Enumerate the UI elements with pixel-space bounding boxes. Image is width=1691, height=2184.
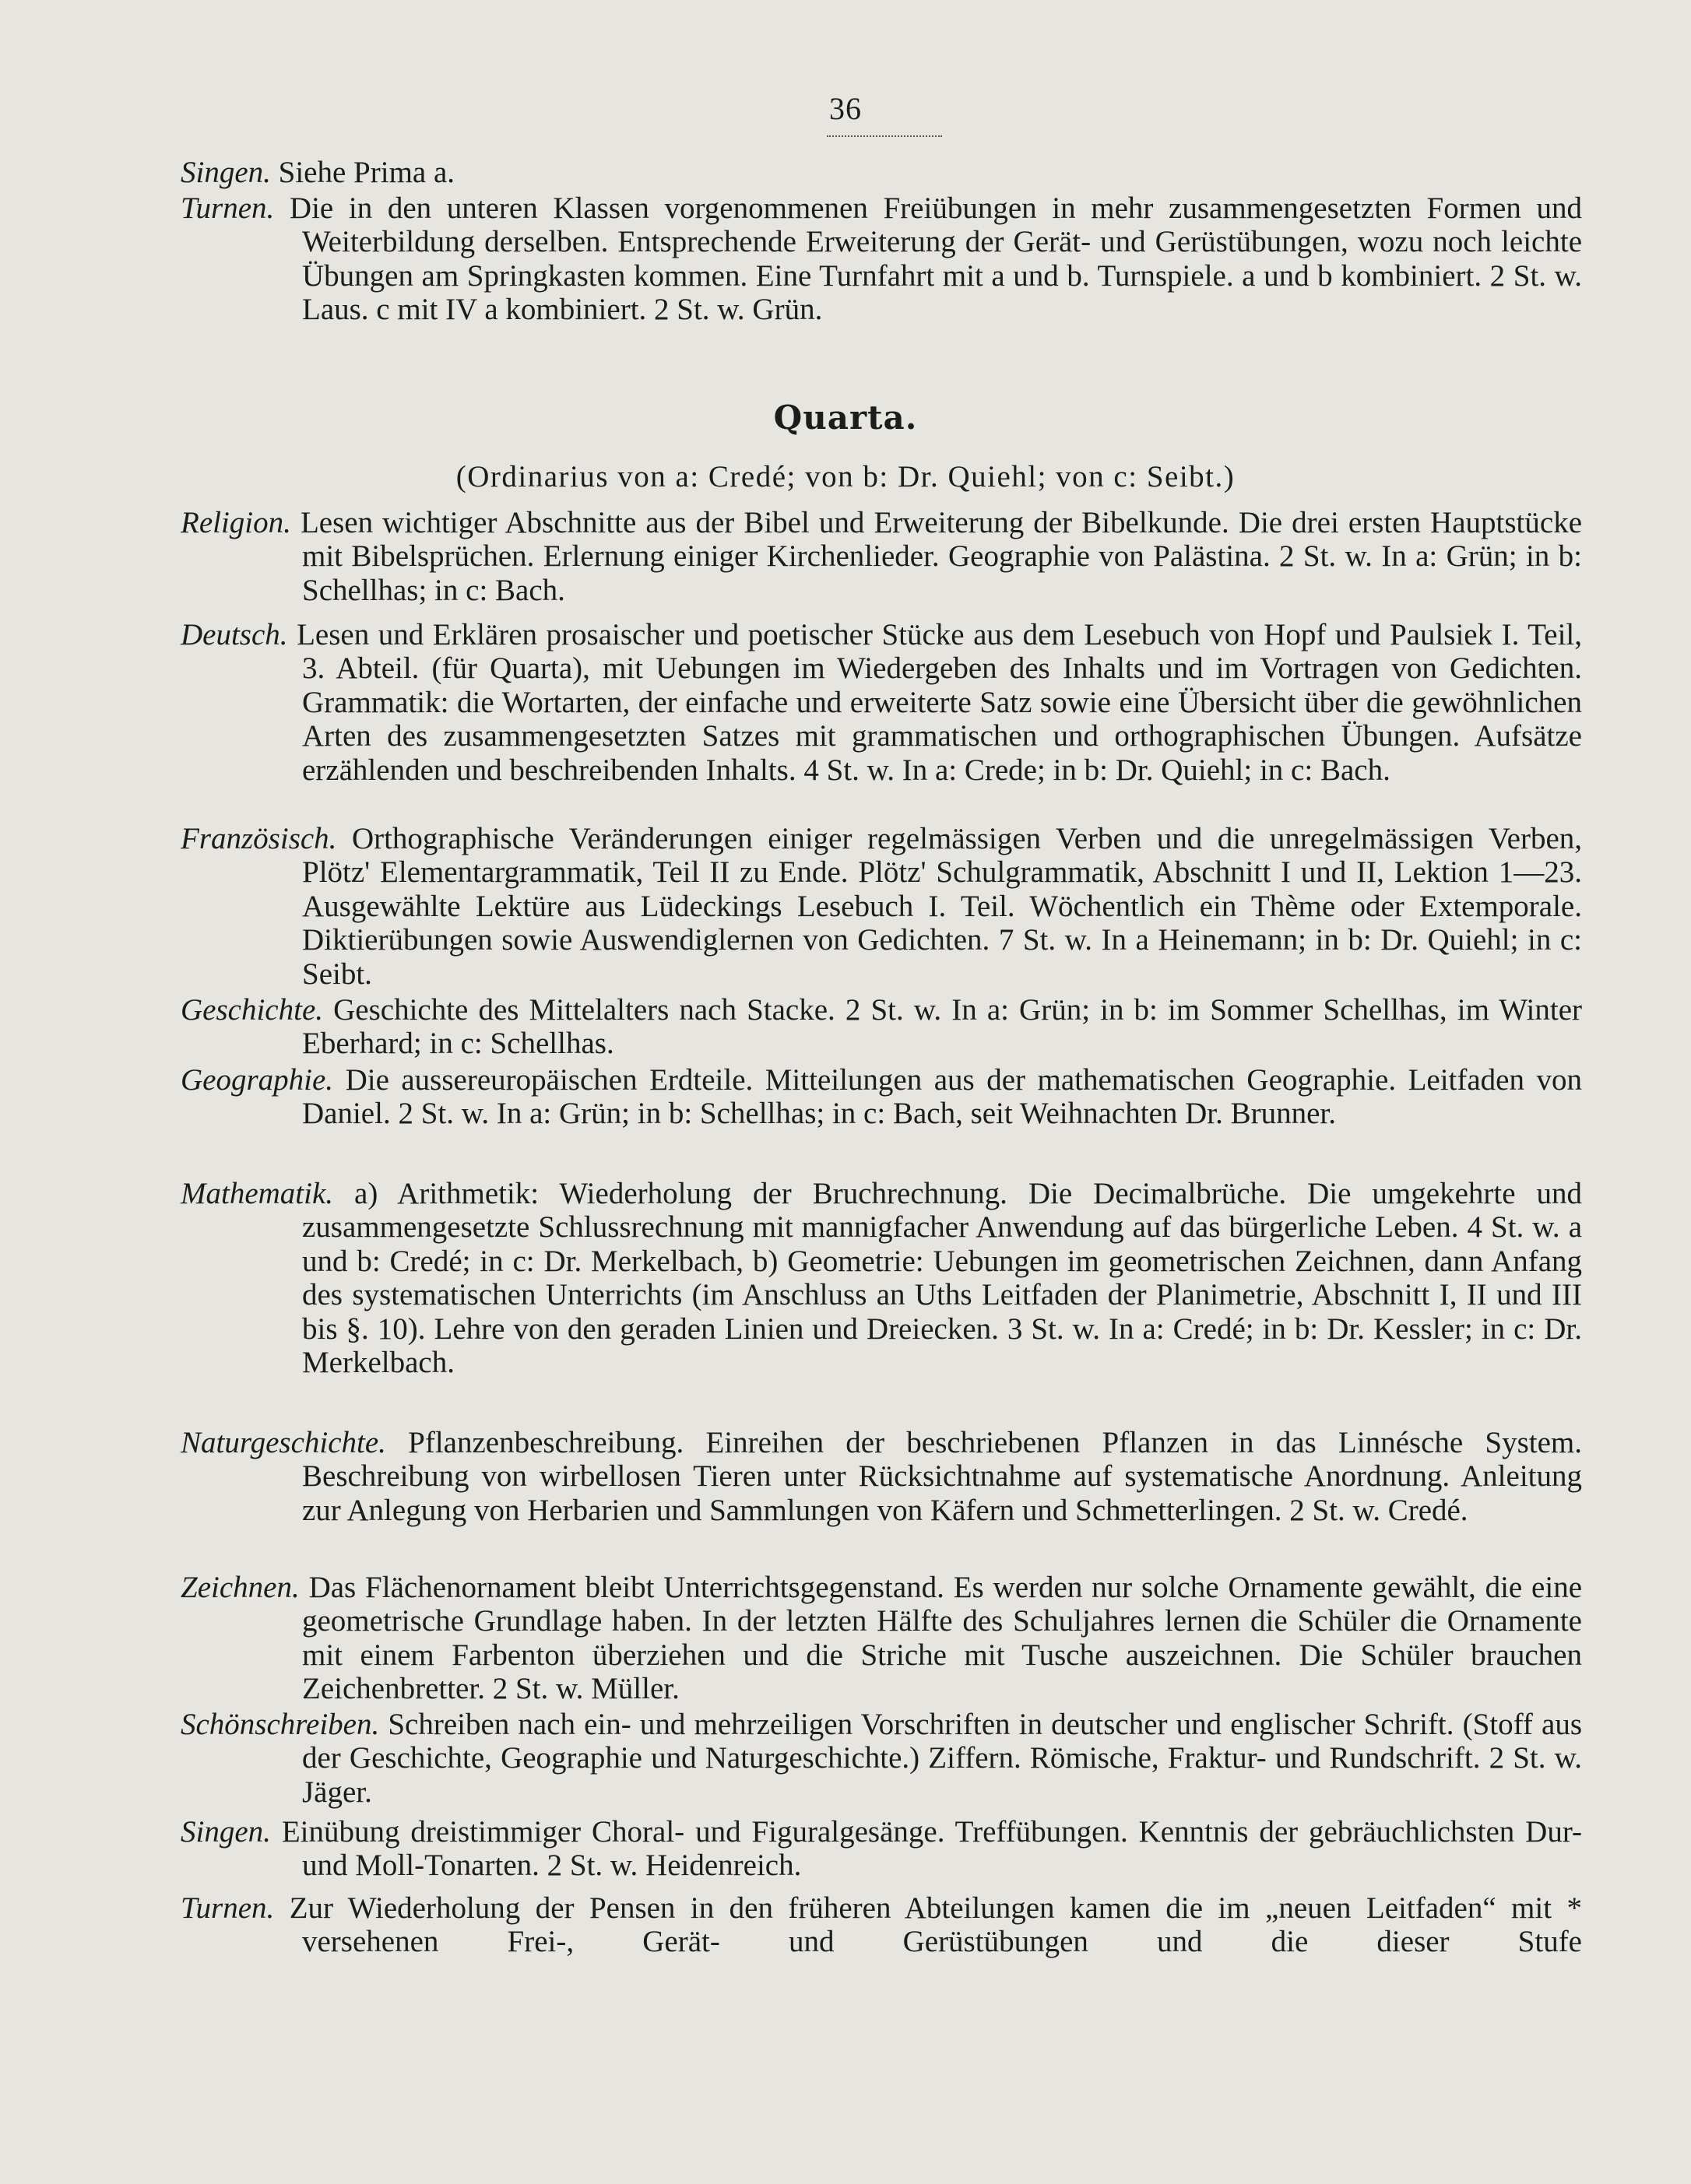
page-number-ornament [827,135,942,137]
entry-schoenschreiben [181,1708,1582,1809]
section-title: Quarta. [773,399,918,437]
subject-label: Singen. [181,1815,271,1849]
entry-zeichnen [181,1571,1582,1706]
subject-label: Turnen. [181,1891,275,1925]
entry-franzoesisch [181,822,1582,991]
entry-text: Siehe Prima a. [278,156,455,189]
subject-label: Religion. [181,506,291,539]
subject-label: Turnen. [181,191,275,225]
entry-text: a) Arithmetik: Wiederholung der Bruchrechnung. Die Decimalbrüche. Die umgekehrte und zusammengesetzte Schlussrechnung mit mannigfacher Anwendung auf das bürgerliche Leben. 4 St. w. a und b: Credé; in c: Dr. Merkelbach, b) Geometrie: Uebungen im geometrischen Zeichnen, dann Anfang des systematischen Unterrichts (im Anschluss an Uths Leitfaden der Planimetrie, Abschnitt I, II und III bis §. 10). Lehre von den geraden Linien und Dreiecken. 3 St. w. In a: Credé; in b: Dr. Kessler; in c: Dr. Merkelbach. [302,1177,1583,1380]
subject-label: Naturgeschichte. [181,1426,386,1459]
section-ordinarius: (Ordinarius von a: Credé; von b: Dr. Quiehl; von c: Seibt.) [455,460,1236,493]
entry-singen-prev [181,156,1582,189]
subject-label: Mathematik. [181,1177,334,1210]
entry-naturgeschichte [181,1426,1582,1527]
entry-text: Einübung dreistimmiger Choral- und Figuralgesänge. Treffübungen. Kenntnis der gebräuchlichsten Dur- und Moll-Tonarten. 2 St. w. Heidenreich. [281,1815,1583,1883]
subject-label: Geschichte. [181,993,324,1027]
entry-text: Lesen wichtiger Abschnitte aus der Bibel und Erweiterung der Bibelkunde. Die drei ersten Hauptstücke mit Bibelsprüchen. Erlernung einiger Kirchenlieder. Geographie von Palästina. 2 St. w. In a: Grün; in b: Schellhas; in c: Bach. [300,506,1583,607]
subject-label: Französisch. [181,822,337,855]
entry-text: Orthographische Veränderungen einiger regelmässigen Verben und die unregelmässigen Verben, Plötz' Elementargrammatik, Teil II zu Ende. Plötz' Schulgrammatik, Abschnitt I und II, Lektion 1—23. Ausgewählte Lektüre aus Lüdeckings Lesebuch I. Teil. Wöchentlich ein Thème oder Extemporale. Diktierübungen sowie Auswendiglernen von Gedichten. 7 St. w. In a Heinemann; in b: Dr. Quiehl; in c: Seibt. [302,822,1583,991]
entry-mathematik [181,1177,1582,1379]
entry-text: Lesen und Erklären prosaischer und poetischer Stücke aus dem Lesebuch von Hopf und Paulsiek I. Teil, 3. Abteil. (für Quarta), mit Uebungen im Wiedergeben des Inhalts und im Vortragen von Gedichten. Grammatik: die Wortarten, der einfache und erweiterte Satz sowie eine Übersicht über die gewöhnlichen Arten des zusammengesetzten Satzes mit grammatischen und orthographischen Übungen. Aufsätze erzählenden und beschreibenden Inhalts. 4 St. w. In a: Crede; in b: Dr. Quiehl; in c: Bach. [297,618,1583,787]
entry-text: Zur Wiederholung der Pensen in den früheren Abteilungen kamen die im „neuen Leitfaden“ mit * versehenen Frei-, Gerät- und Gerüstübungen und die dieser Stufe [289,1891,1582,1959]
entry-text: Das Flächenornament bleibt Unterrichtsgegenstand. Es werden nur solche Ornamente gewählt, die eine geometrische Grundlage haben. In der letzten Hälfte des Schuljahres lernen die Schüler die Ornamente mit einem Farbenton überziehen und die Striche mit Tusche auszeichnen. Die Schüler brauchen Zeichenbretter. 2 St. w. Müller. [302,1571,1583,1706]
subject-label: Zeichnen. [181,1571,300,1604]
entry-geschichte [181,993,1582,1061]
entry-geographie [181,1063,1582,1131]
entry-religion [181,506,1582,607]
subject-label: Singen. [181,156,271,189]
entry-singen [181,1815,1582,1883]
entry-text: Die aussereuropäischen Erdteile. Mitteilungen aus der mathematischen Geographie. Leitfaden von Daniel. 2 St. w. In a: Grün; in b: Schellhas; in c: Bach, seit Weihnachten Dr. Brunner. [302,1063,1582,1131]
entry-text: Geschichte des Mittelalters nach Stacke. 2 St. w. In a: Grün; in b: im Sommer Schellhas, im Winter Eberhard; in c: Schellhas. [302,993,1583,1061]
entry-text: Die in den unteren Klassen vorgenommenen Freiübungen in mehr zusammengesetzten Formen und Weiterbildung derselben. Entsprechende Erweiterung der Gerät- und Gerüstübungen, wozu noch leichte Übungen am Springkasten kommen. Eine Turnfahrt mit a und b. Turnspiele. a und b kombiniert. 2 St. w. Laus. c mit IV a kombiniert. 2 St. w. Grün. [289,191,1582,327]
subject-label: Schönschreiben. [181,1708,380,1741]
entry-text: Pflanzenbeschreibung. Einreihen der beschriebenen Pflanzen in das Linnésche System. Beschreibung von wirbellosen Tieren unter Rücksichtnahme auf systematische Anordnung. Anleitung zur Anlegung von Herbarien und Sammlungen von Käfern und Schmetterlingen. 2 St. w. Credé. [302,1426,1583,1527]
entry-turnen [181,1891,1582,1959]
page-number: 36 [829,91,862,126]
entry-text: Schreiben nach ein- und mehrzeiligen Vorschriften in deutscher und englischer Schrift. (Stoff aus der Geschichte, Geographie und Naturgeschichte.) Ziffern. Römische, Fraktur- und Rundschrift. 2 St. w. Jäger. [302,1708,1583,1809]
subject-label: Geographie. [181,1063,334,1097]
subject-label: Deutsch. [181,618,288,651]
entry-turnen-prev [181,191,1582,327]
entry-deutsch [181,618,1582,787]
